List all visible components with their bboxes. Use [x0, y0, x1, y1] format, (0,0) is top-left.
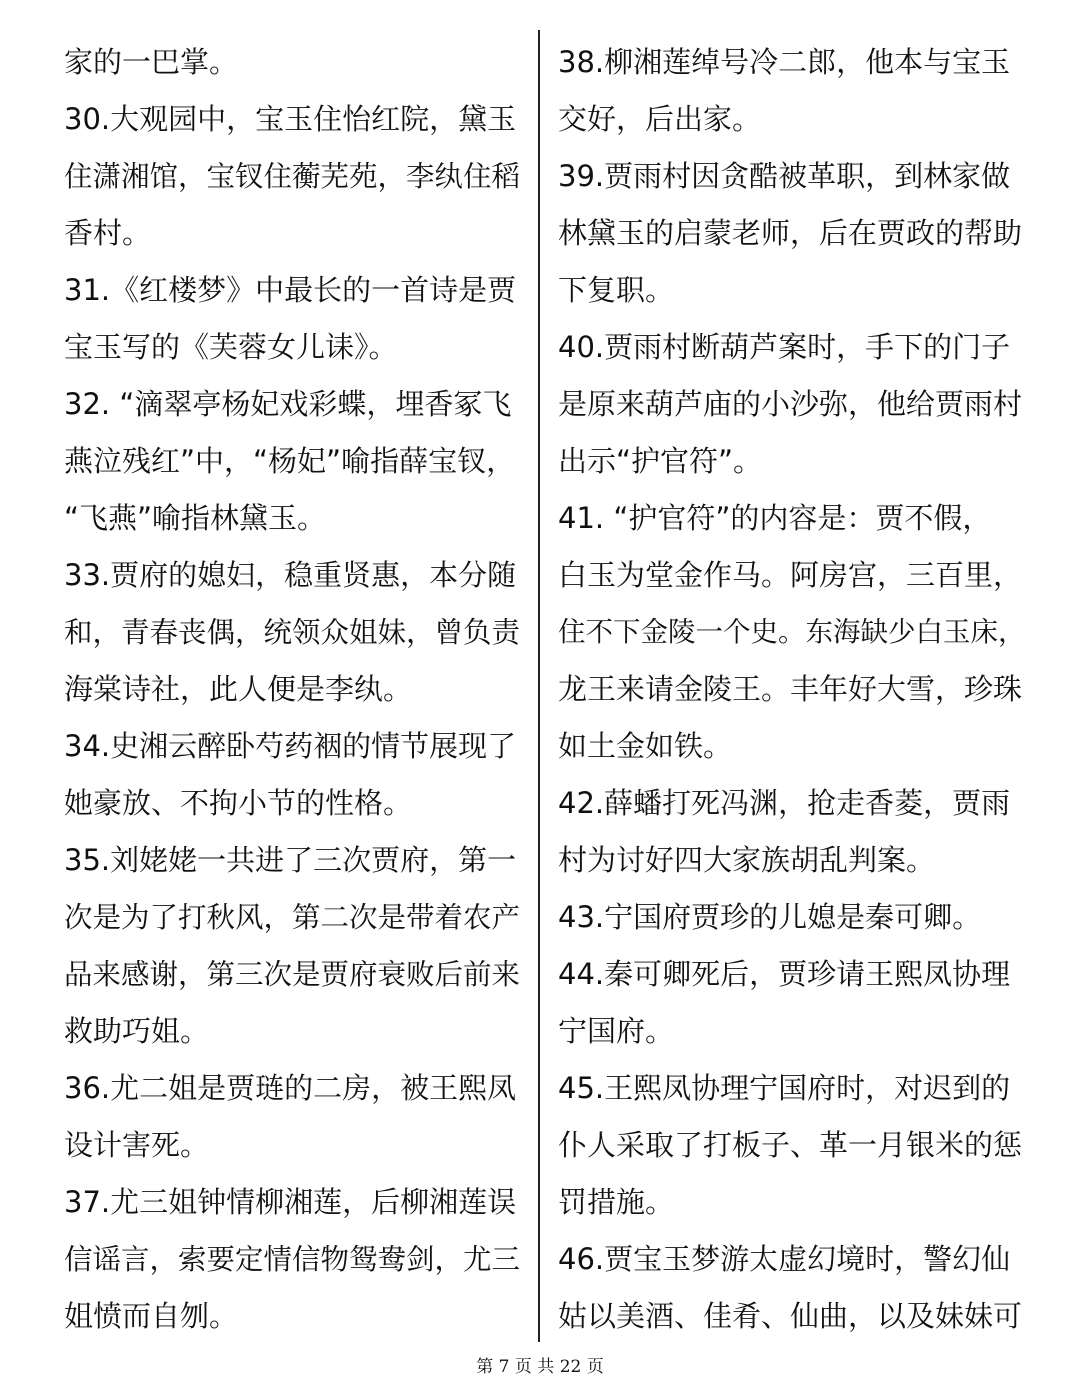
- text-line: 如土金如铁。: [558, 729, 733, 763]
- text-line: 46.贾宝玉梦游太虚幻境时，警幻仙: [558, 1242, 1011, 1276]
- text-line: 设计害死。: [64, 1128, 210, 1162]
- text-line: 33.贾府的媳妇，稳重贤惠，本分随: [64, 558, 517, 592]
- text-line: 宝玉写的《芙蓉女儿诔》。: [64, 330, 398, 364]
- text-line: 白玉为堂金作马。阿房宫，三百里，: [558, 558, 1023, 592]
- text-line: 40.贾雨村断葫芦案时，手下的门子: [558, 330, 1011, 364]
- text-line: 41. “护官符”的内容是：贾不假，: [558, 501, 992, 535]
- text-line: 村为讨好四大家族胡乱判案。: [558, 843, 936, 877]
- column-divider: [538, 30, 540, 1342]
- text-line: 住不下金陵一个史。东海缺少白玉床，: [558, 616, 1026, 648]
- text-line: 30.大观园中，宝玉住怡红院，黛玉: [64, 102, 517, 136]
- text-line: 38.柳湘莲绰号冷二郎，他本与宝玉: [558, 45, 1011, 79]
- text-line: 35.刘姥姥一共进了三次贾府，第一: [64, 843, 517, 877]
- text-line: 救助巧姐。: [64, 1014, 210, 1048]
- text-line: 是原来葫芦庙的小沙弥，他给贾雨村: [558, 387, 1023, 421]
- text-line: 44.秦可卿死后，贾珍请王熙凤协理: [558, 957, 1011, 991]
- page-footer: 第 7 页 共 22 页: [476, 1357, 604, 1377]
- text-line: 下复职。: [558, 273, 675, 307]
- text-line: 45.王熙凤协理宁国府时，对迟到的: [558, 1071, 1011, 1105]
- text-line: 她豪放、不拘小节的性格。: [64, 786, 413, 820]
- text-line: 林黛玉的启蒙老师，后在贾政的帮助: [558, 216, 1023, 250]
- text-line: 39.贾雨村因贪酷被革职，到林家做: [558, 159, 1011, 193]
- right-text-column: [558, 34, 1030, 1345]
- text-line: 住潇湘馆，宝钗住蘅芜苑，李纨住稻: [64, 160, 521, 193]
- text-line: 姑以美酒、佳肴、仙曲，以及妹妹可: [558, 1299, 1023, 1333]
- text-line: 罚措施。: [558, 1185, 675, 1219]
- text-line: 交好，后出家。: [558, 102, 762, 136]
- text-line: 和，青春丧偶，统领众姐妹，曾负责: [64, 616, 521, 649]
- text-line: 信谣言，索要定情信物鸳鸯剑，尤三: [64, 1243, 521, 1276]
- text-line: 燕泣残红”中，“杨妃”喻指薛宝钗，: [64, 444, 516, 478]
- text-line: 姐愤而自刎。: [64, 1299, 239, 1333]
- text-line: 出示“护官符”。: [558, 444, 763, 478]
- text-line: 32. “滴翠亭杨妃戏彩蝶，埋香冢飞: [64, 387, 512, 421]
- text-line: 香村。: [64, 216, 152, 250]
- left-text-column: [64, 34, 526, 1345]
- text-line: 37.尤三姐钟情柳湘莲，后柳湘莲误: [64, 1185, 517, 1219]
- text-line: 家的一巴掌。: [64, 45, 239, 79]
- text-line: 次是为了打秋风，第二次是带着农产: [64, 901, 521, 934]
- text-line: 43.宁国府贾珍的儿媳是秦可卿。: [558, 900, 982, 934]
- text-line: 龙王来请金陵王。丰年好大雪，珍珠: [558, 672, 1023, 706]
- text-line: 34.史湘云醉卧芍药裀的情节展现了: [64, 729, 517, 763]
- text-line: 海棠诗社，此人便是李纨。: [64, 672, 413, 706]
- text-line: 36.尤二姐是贾琏的二房，被王熙凤: [64, 1071, 517, 1105]
- text-line: 仆人采取了打板子、革一月银米的惩: [558, 1128, 1023, 1162]
- text-line: 品来感谢，第三次是贾府衰败后前来: [64, 958, 521, 991]
- text-line: 42.薛蟠打死冯渊，抢走香菱，贾雨: [558, 786, 1011, 820]
- text-line: 宁国府。: [558, 1014, 675, 1048]
- text-line: “飞燕”喻指林黛玉。: [64, 501, 327, 535]
- text-line: 31.《红楼梦》中最长的一首诗是贾: [64, 273, 517, 307]
